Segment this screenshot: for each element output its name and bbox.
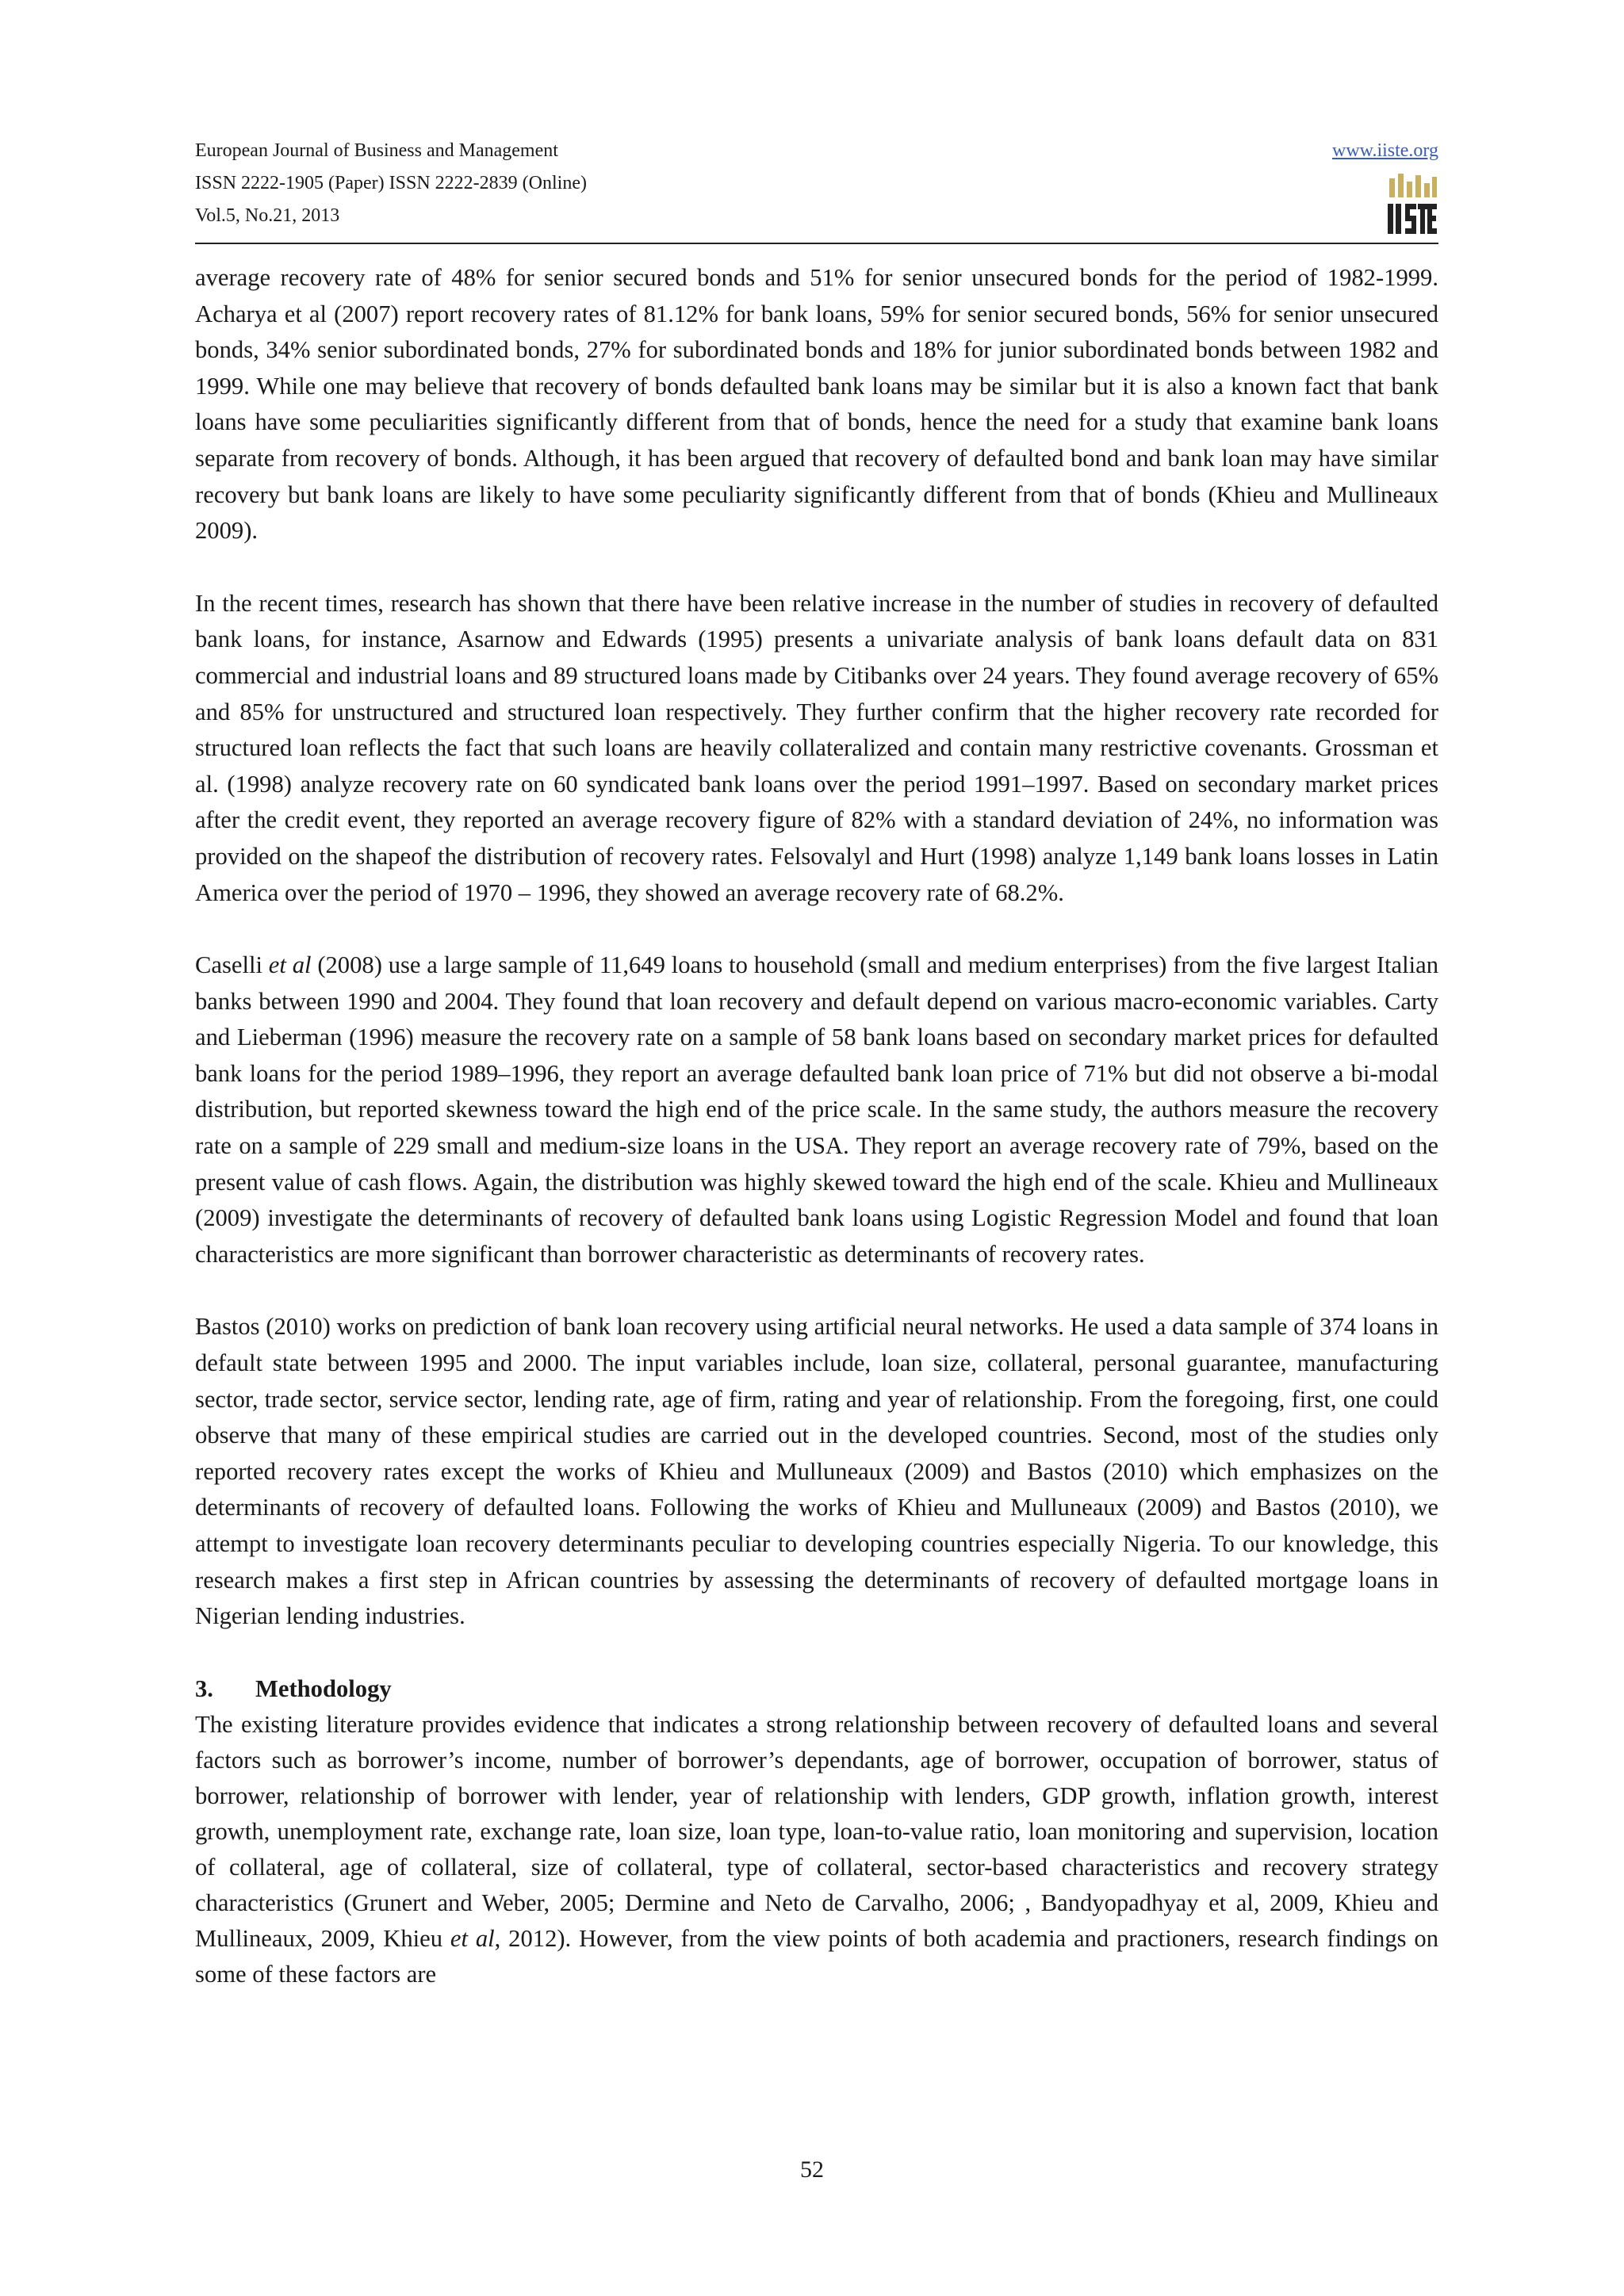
paragraph-methodology (195, 1707, 1438, 1992)
caselli-text-c: (2008) use a large sample of 11,649 loans to household (small and medium enterprises) from the five largest Italian banks between 1990 and 2004. They found that loan recovery and default depend on various macro-economic variables. Carty and Lieberman (1996) measure the recovery rate on a sample of 58 bank loans based on secondary market prices for defaulted bank loans for the period 1989–1996, they report an average defaulted bank loan price of 71% but did not observe a bi-modal distribution, but reported skewness toward the high end of the price scale. In the same study, the authors measure the recovery rate on a sample of 229 small and medium-size loans in the USA. They report an average recovery rate of 79%, based on the present value of cash flows. Again, the distribution was highly skewed toward the high end of the scale. Khieu and Mullineaux (2009) investigate the determinants of recovery of defaulted bank loans using Logistic Regression Model and found that loan characteristics are more significant than borrower characteristic as determinants of recovery rates. (195, 951, 1438, 1268)
methodology-et-al: et al (450, 1925, 495, 1953)
paragraph-caselli-study (195, 947, 1438, 1272)
website-link[interactable]: www.iiste.org (1332, 140, 1438, 161)
iiste-logo-icon (1386, 172, 1438, 237)
paragraph-bastos-study: Bastos (2010) works on prediction of bank loan recovery using artificial neural networks. He used a data sample of 374 loans in default state between 1995 and 2000. The input variables include, loan size, collateral, personal guarantee, manufacturing sector, trade sector, service sector, lending rate, age of firm, rating and year of relationship. From the foregoing, first, one could observe that many of these empirical studies are carried out in the developed countries. Second, most of the studies only reported recovery rates except the works of Khieu and Mulluneaux (2009) and Bastos (2010) which emphasizes on the determinants of recovery of defaulted loans. Following the works of Khieu and Mulluneaux (2009) and Bastos (2010), we attempt to investigate loan recovery determinants peculiar to developing countries especially Nigeria. To our knowledge, this research makes a first step in African countries by assessing the determinants of recovery of defaulted mortgage loans in Nigerian lending industries. (195, 1313, 1438, 1630)
section-title: Methodology (255, 1674, 392, 1702)
methodology-section (195, 1671, 1438, 1993)
section-number: 3. (195, 1674, 213, 1702)
paragraph-bank-loan-studies: In the recent times, research has shown that there have been relative increase in the number of studies in recovery of defaulted bank loans, for instance, Asarnow and Edwards (1995) presents a univariate analysis of bank loans default data on 831 commercial and industrial loans and 89 structured loans made by Citibanks over 24 years. They found average recovery of 65% and 85% for unstructured and structured loan respectively. They further confirm that the higher recovery rate recorded for structured loan reflects the fact that such loans are heavily collateralized and contain many restrictive covenants. Grossman et al. (1998) analyze recovery rate on 60 syndicated bank loans over the period 1991–1997. Based on secondary market prices after the credit event, they reported an average recovery figure of 82% with a standard deviation of 24%, no information was provided on the shapeof the distribution of recovery rates. Felsovalyl and Hurt (1998) analyze 1,149 bank loans losses in Latin America over the period of 1970 – 1996, they showed an average recovery rate of 68.2%. (195, 589, 1438, 906)
journal-issn: ISSN 2222-1905 (Paper) ISSN 2222-2839 (Online) (195, 173, 587, 193)
page-header (195, 135, 1438, 244)
section-heading (195, 1671, 1438, 1708)
journal-volume: Vol.5, No.21, 2013 (195, 205, 340, 226)
journal-info (195, 135, 587, 232)
caselli-text-a: Caselli (195, 951, 269, 979)
paragraph-bond-recovery: average recovery rate of 48% for senior secured bonds and 51% for senior unsecured bonds for the period of 1982-1999. Acharya et al (2007) report recovery rates of 81.12% for bank loans, 59% for senior secured bonds, 56% for senior unsecured bonds, 34% senior subordinated bonds, 27% for subordinated bonds and 18% for junior subordinated bonds between 1982 and 1999. While one may believe that recovery of bonds defaulted bank loans may be similar but it is also a known fact that bank loans have some peculiarities significantly different from that of bonds, hence the need for a study that examine bank loans separate from recovery of bonds. Although, it has been argued that recovery of defaulted bond and bank loan may have similar recovery but bank loans are likely to have some peculiarity significantly different from that of bonds (Khieu and Mullineaux 2009). (195, 264, 1438, 545)
article-body (195, 260, 1438, 1992)
methodology-text-c: , 2012). However, from the view points of both academia and practioners, research findings on some of these factors are (195, 1925, 1438, 1988)
methodology-text-a: The existing literature provides evidence that indicates a strong relationship between recovery of defaulted loans and several factors such as borrower’s income, number of borrower’s dependants, age of borrower, occupation of borrower, status of borrower, relationship of borrower with lender, year of relationship with lenders, GDP growth, inflation growth, interest growth, unemployment rate, exchange rate, loan size, loan type, loan-to-value ratio, loan monitoring and supervision, location of collateral, age of collateral, size of collateral, type of collateral, sector-based characteristics and recovery strategy characteristics (Grunert and Weber, 2005; Dermine and Neto de Carvalho, 2006; , Bandyopadhyay et al, 2009, Khieu and Mullineaux, 2009, Khieu (195, 1711, 1438, 1953)
page-number: 52 (800, 2156, 824, 2183)
journal-title: European Journal of Business and Management (195, 140, 558, 161)
caselli-et-al: et al (268, 951, 312, 979)
